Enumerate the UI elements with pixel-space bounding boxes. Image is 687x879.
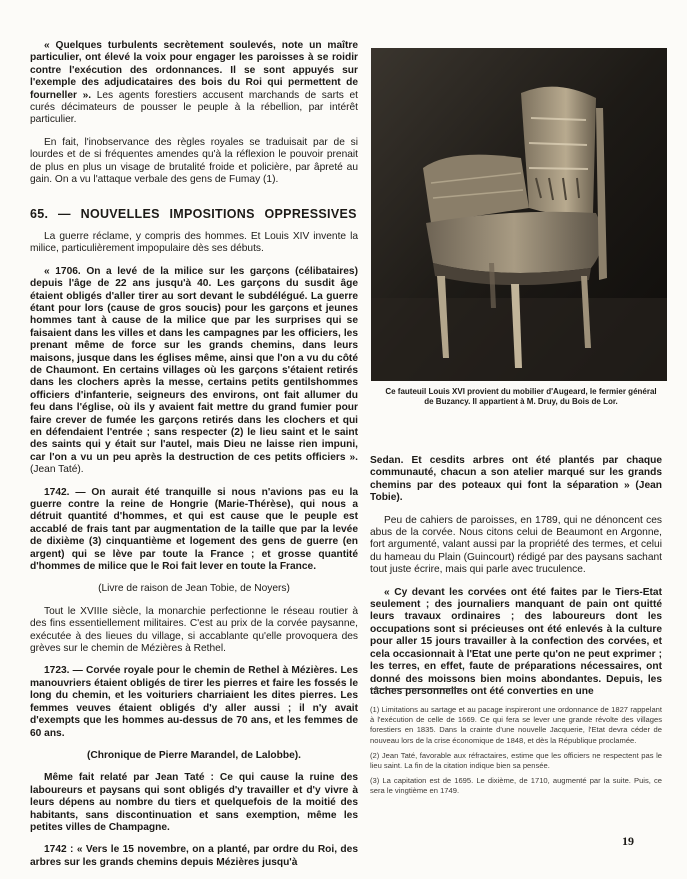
quote-sedan: Sedan. Et cesdits arbres ont été plantés par chaque communauté, chacun a son atelier marqué sur les grands chemins par des poteaux qui font la séparation » (Jean Tobie). — [370, 455, 662, 504]
paragraph-cahiers: Peu de cahiers de paroisses, en 1789, qui ne dénoncent ces abus de la corvée. Nous citons celui de Beaumont en Argonne, fort argumenté, valant aussi par la propriété des termes, et celui du hameau du Plain (Guincourt) rédigé par des paysans sachant tout juste écrire, mais qui parle avec truculence. — [370, 514, 662, 576]
paragraph-quote-turbulents: « Quelques turbulents secrètement soulevés, note un maître particulier, ont élevé la voix pour engager les paroisses à se roidir contre l'exécution des ordonnances. Il se sont appuyés sur l'exemple des adjudicataires des bois du Roi qui permettent de fourneller ». Les agents forestiers accusent marchands de sarts et curés décimateurs de pousser le peuple à la rébellion, par intérêt particulier. — [30, 40, 358, 126]
section-heading: 65. — NOUVELLES IMPOSITIONS OPPRESSIVES — [30, 207, 357, 222]
paragraph-inobservance: En fait, l'inobservance des règles royales se traduisait par de si lourdes et de si fréquentes amendes qu'à la réflexion le pouvoir prenait de plus en plus un visage de brutalité froide et policière, par âpreté au gain. On a vu l'attaque verbale des gens de Fumay (1). — [30, 136, 358, 186]
source-livre-de-raison: (Livre de raison de Jean Tobie, de Noyers) — [98, 583, 290, 595]
photo-caption: Ce fauteuil Louis XVI provient du mobilier d'Augeard, le fermier général de Buzancy. Il appartient à M. Druy, du Bois de Lor. — [385, 387, 657, 406]
armchair-photo — [371, 48, 667, 381]
armchair-illustration — [371, 48, 667, 381]
quote-1742-arbres: 1742 : « Vers le 15 novembre, on a planté, par ordre du Roi, des arbres sur les grands chemins depuis Mézières jusqu'à — [30, 844, 358, 868]
page-number: 19 — [622, 834, 634, 848]
paragraph-jean-tate: Même fait relaté par Jean Taté : Ce qui cause la ruine des laboureurs et paysans qui sont obligés d'y travailler et d'y vivre à leurs dépens au nombre du tiers et quelquefois de la moitié des habitants, sans discontinuation et sans exemption, même les petites villes de Champagne. — [30, 772, 358, 833]
quote-1723: 1723. — Corvée royale pour le chemin de Rethel à Mézières. Les manouvriers étaient obligés de tirer les pierres et faire les fossés le long du chemin, et les voituriers charriaient les dites pierres. Les femmes veuves étaient obligés d'y aller aussi ; il n'y avait d'exempts que les hommes au-dessus de 70 ans, et les femmes de 60 ans. — [30, 665, 358, 739]
source-marandel: (Chronique de Pierre Marandel, de Lalobbe). — [87, 749, 301, 761]
paragraph-reseau-routier: Tout le XVIIIe siècle, la monarchie perfectionne le réseau routier à des fins essentiellement militaires. C'est au prix de la corvée paysanne, exécutée à des lieues du village, si accablante qu'elle provoquera des grèves sur le chemin de Mézières à Rethel. — [30, 605, 358, 655]
quote-1742-guerre: 1742. — On aurait été tranquille si nous n'avions pas eu la guerre contre la reine de Hongrie (Marie-Thérèse), qui nous a détruit quantité d'hommes, et qui est cause que le peuple est accablé de frais tant par augmentation de la taille que par la levée de dixième (3) cinquantième et logement des gens de guerre (en argent) qui se lève par toute la France ; et grosse quantité d'hommes de milice que le Roi fait lever en toute la France. — [30, 486, 358, 573]
footnote-divider — [370, 688, 462, 689]
footnote-2: (2) Jean Taté, favorable aux réfractaires, estime que les officiers ne respectent pas le lieu saint. La fin de la citation indique bien sa pensée. — [370, 750, 662, 771]
footnote-1: (1) Limitations au sartage et au pacage inspireront une ordonnance de 1827 rappelant à l'exécution de celle de 1669. Ce qui fera se lever une grande révolte des villages forestiers en 1835. Dans la crainte d'une nouvelle Jacquerie, l'Etat devra céder de nouveau lors de la crise économique de 1848, et dès la République proclamée. — [370, 705, 662, 745]
paragraph-milice: La guerre réclame, y compris des hommes. Et Louis XIV invente la milice, particulièrement impopulaire dès ses débuts. — [30, 230, 358, 255]
footnote-3: (3) La capitation est de 1695. Le dixième, de 1710, augmenté par la suite. Puis, ce sera le vingtième en 1749. — [370, 776, 662, 796]
footnotes — [370, 705, 662, 802]
right-column — [370, 455, 662, 708]
quote-1706: « 1706. On a levé de la milice sur les garçons (célibataires) depuis l'âge de 22 ans jusqu'à 40. Les garçons du susdit âge étaient obligés d'aller tirer au sort devant le subdélégué. La guerre étant pour lors (cause de gros soucis) pour les garçons et jeunes hommes tant à cause de la milice que par les surprises qui se faisaient dans les villes et dans les campagnes par les officiers, les prenant même de force sur les grands chemins, dans leurs maisons, jusque dans les églises même, ainsi que l'on a vu du côté de Chaumont. En certains villages où les garçons s'étaient retirés dans les clochers après la messe, certains petits gentilshommes officiers d'infanterie, seigneurs des environs, ont fait allumer du feu dans l'église, où ils y avaient fait mettre du grand fumier pour faire crever de fumée les garçons retirés dans les clochers et qui en défendaient l'entrée ; sans respecter (2) le lieu saint et le saint des saints qui y était sur l'autel, mais Dieu ne laisse rien impuni, car l'on a vu un peu après la destruction de ces petits officiers ». (Jean Taté). — [30, 265, 358, 476]
left-column — [30, 40, 358, 879]
quote-corvees: « Cy devant les corvées ont été faites par le Tiers-Etat seulement ; des journaliers manquant de pain ont quitté leurs travaux ordinaires ; des laboureurs dont les occupations sont si précieuses ont été enlevés à la culture pour aller 15 jours travailler à la confection des corvées, et cela occasionnait à l'Etat une perte qu'on ne peut exprimer ; les terres, en effet, faute de préparations nécessaires, ont donné des moissons bien moins abondantes. Depuis, les tâches personnelles ont été converties en une — [370, 586, 662, 697]
